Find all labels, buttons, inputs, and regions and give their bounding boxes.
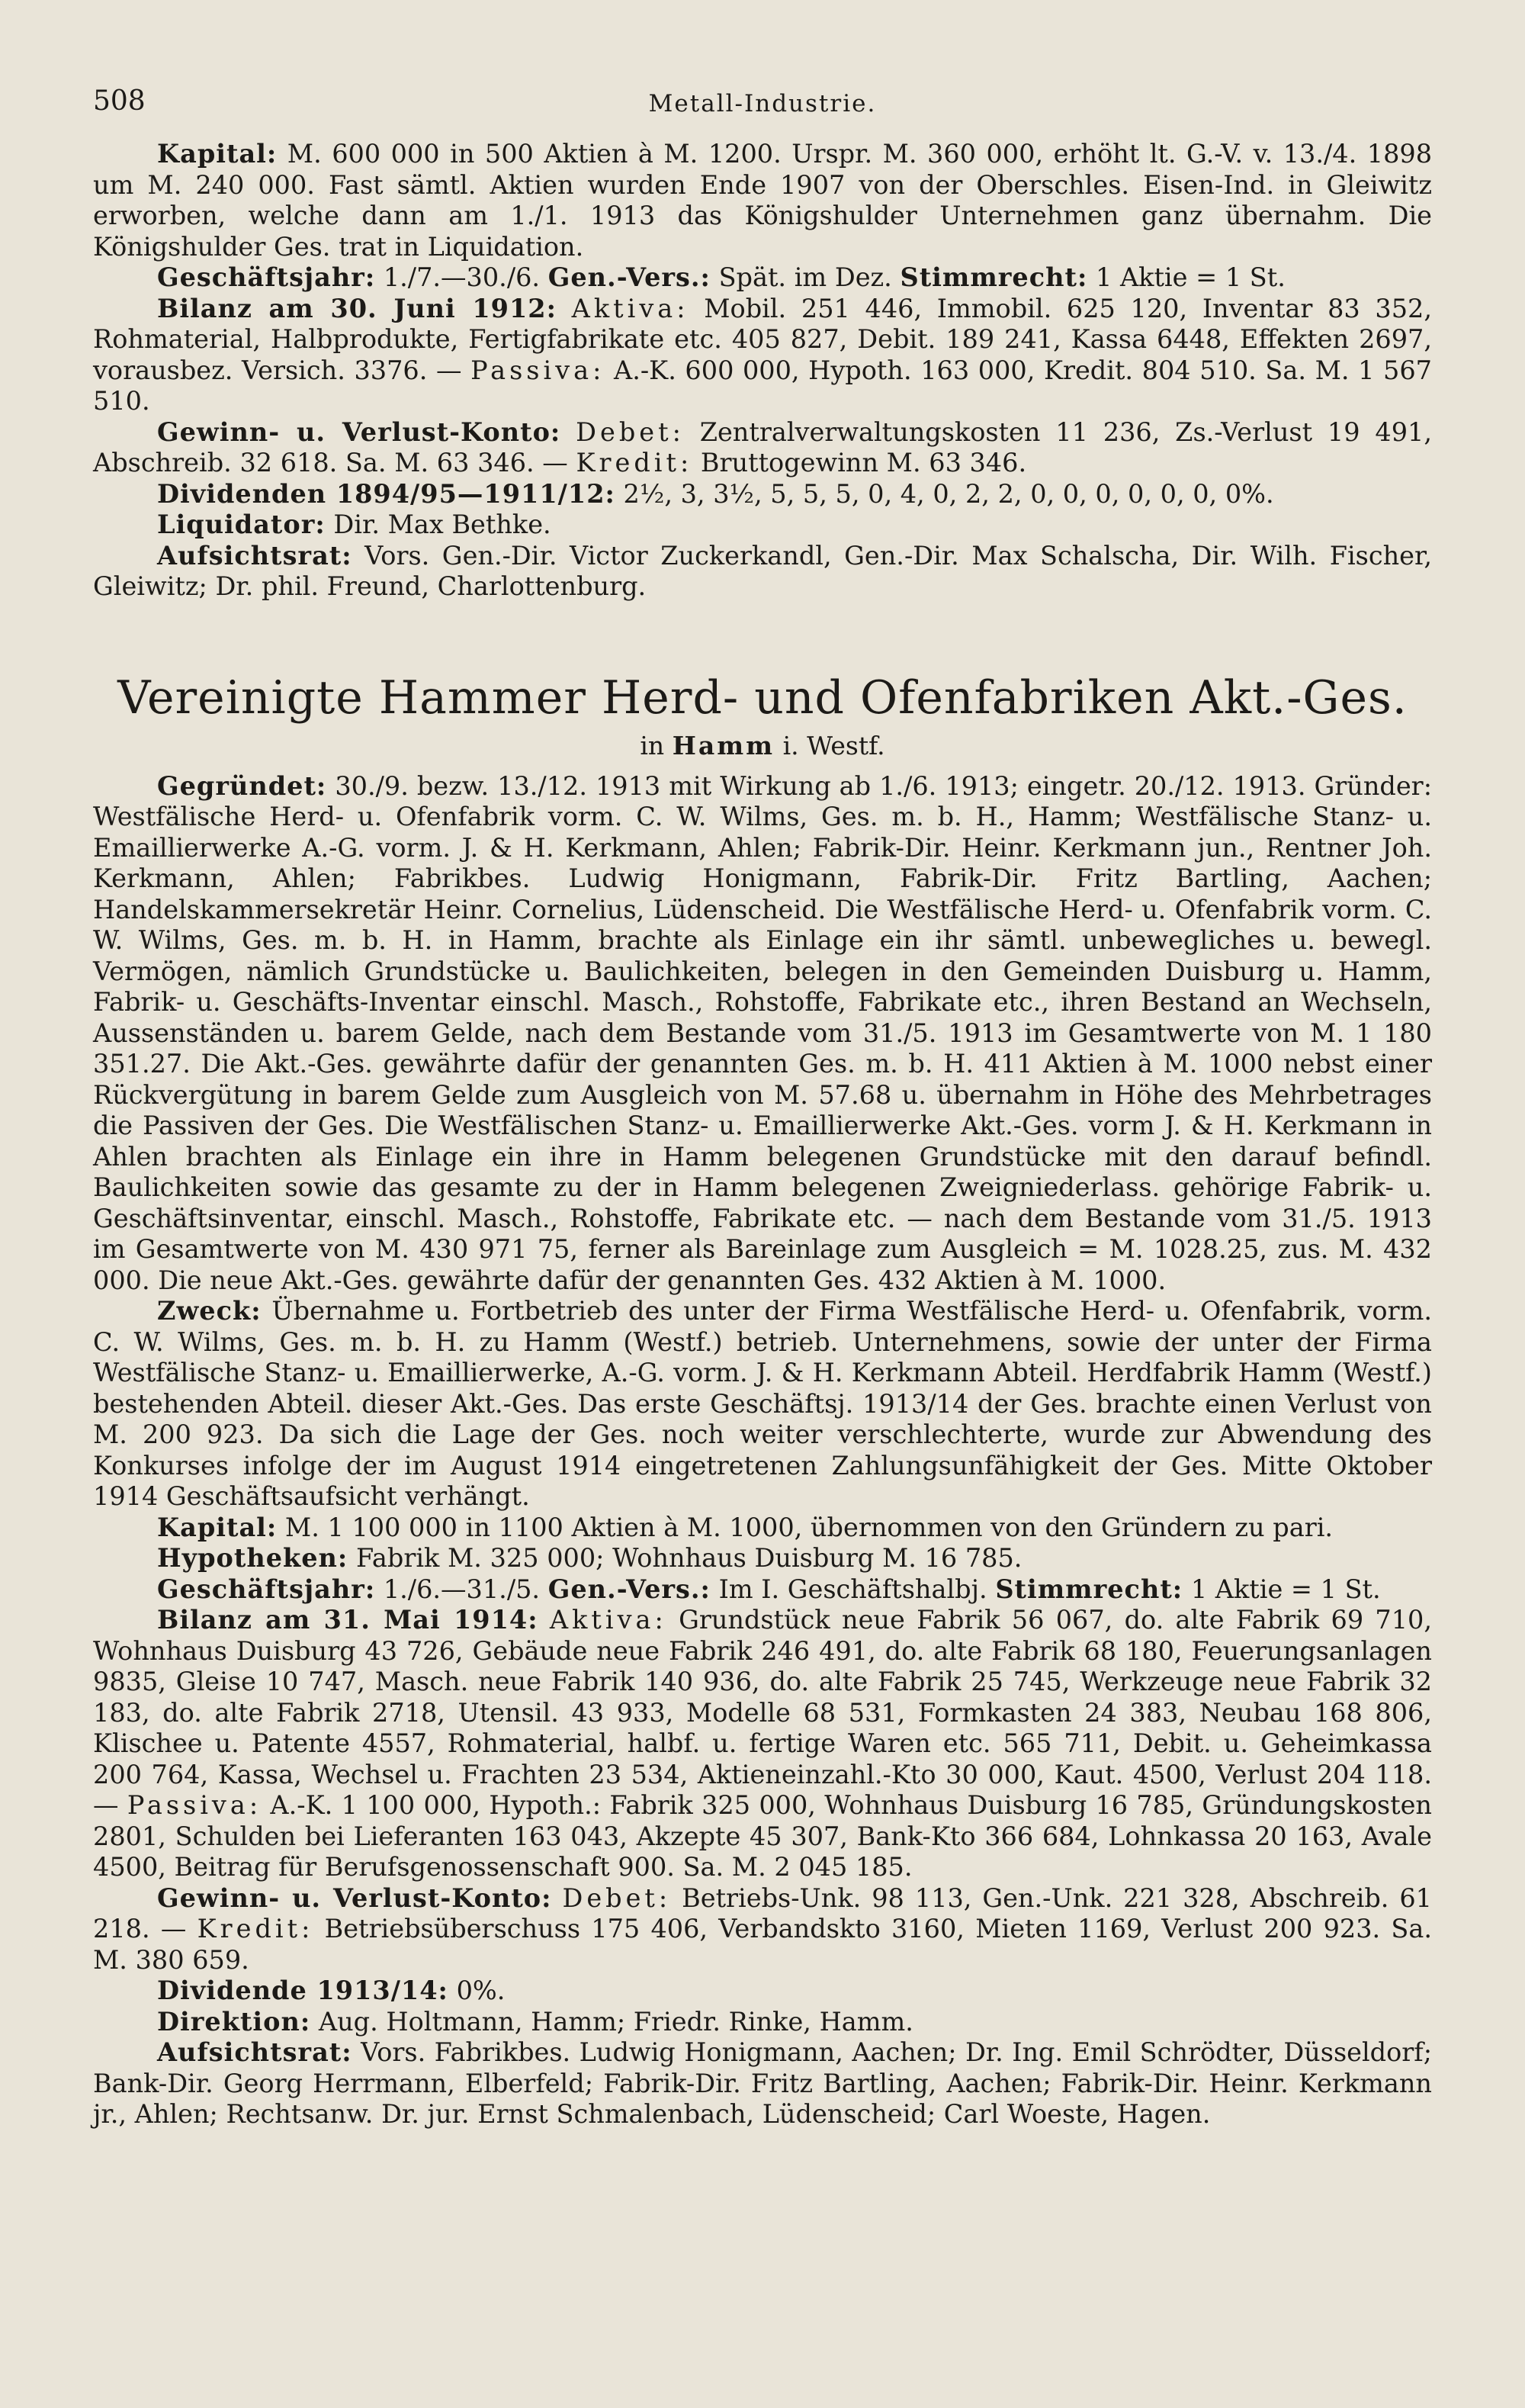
purpose-text: Übernahme u. Fortbetrieb des unter der Firma Westfälische Herd- u. Ofenfabrik, vorm. C. W. Wilms, Ges. m. b. H. zu Hamm (Westf.) betrieb. Unternehmens, sowie der unter der Firma Westfälische Stanz- u. Emaillierwerke, A.-G. vorm. J. & H. Kerkmann Abteil. Herdfabrik Hamm (Westf.) bestehenden Abteil. dieser Akt.-Ges. Das erste Geschäftsj. 1913/14 der Ges. brachte einen Verlust von M. 200 923. Da sich die Lage der Ges. noch weiter verschlechterte, wurde zur Abwendung des Konkurses infolge der im August 1914 eingetretenen Zahlungsunfähigkeit der Ges. Mitte Oktober 1914 Geschäftsaufsicht verhängt. <box>93 1296 1432 1511</box>
dividend-text: 0%. <box>456 1976 506 2005</box>
dividends-label: Dividenden 1894/95—1911/12: <box>157 478 615 509</box>
capital-paragraph <box>93 139 1432 262</box>
supervisory-board-text: Vors. Gen.-Dir. Victor Zuckerkandl, Gen.-Dir. Max Schalscha, Dir. Wilh. Fischer, Gleiwitz; Dr. phil. Freund, Charlottenburg. <box>93 540 1432 601</box>
mortgages-paragraph <box>93 1543 1432 1574</box>
company-location <box>93 731 1432 760</box>
general-meeting-label: Gen.-Vers.: <box>547 262 711 292</box>
location-city: Hamm <box>672 730 775 760</box>
general-meeting-text-2: Im I. Geschäftshalbj. <box>718 1574 987 1604</box>
management-text: Aug. Holtmann, Hamm; Friedr. Rinke, Hamm. <box>318 2006 913 2037</box>
credit-label-2: Kredit: <box>197 1914 314 1943</box>
debit-text: Zentralverwaltungskosten 11 236, Zs.-Verlust 19 491, Abschreib. 32 618. Sa. M. 63 346. — <box>93 416 1432 477</box>
dividends-text: 2½, 3, 3½, 5, 5, 5, 0, 4, 0, 2, 2, 0, 0, 0, 0, 0, 0, 0%. <box>623 478 1274 509</box>
fiscal-year-text-2: 1./6.—31./5. <box>383 1574 541 1604</box>
location-suffix: i. Westf. <box>782 730 885 760</box>
second-company-entry <box>93 771 1432 2130</box>
general-meeting-text: Spät. im Dez. <box>718 262 892 292</box>
page-number: 508 <box>93 85 146 117</box>
balance-paragraph-2 <box>93 1605 1432 1883</box>
profit-loss-paragraph-2 <box>93 1883 1432 1976</box>
purpose-paragraph <box>93 1296 1432 1513</box>
voting-right-label: Stimmrecht: <box>900 262 1088 292</box>
profit-loss-paragraph <box>93 417 1432 479</box>
company-title: Vereinigte Hammer Herd- und Ofenfabriken Akt.-Ges. <box>117 670 1408 725</box>
dividends-paragraph <box>93 479 1432 510</box>
credit-text: Bruttogewinn M. 63 346. <box>700 448 1027 477</box>
voting-right-text: 1 Aktie = 1 St. <box>1096 262 1286 292</box>
general-meeting-label-2: Gen.-Vers.: <box>547 1574 711 1604</box>
fiscal-year-label: Geschäftsjahr: <box>157 262 376 292</box>
liabilities-text-2: A.-K. 1 100 000, Hypoth.: Fabrik 325 000, Wohnhaus Duisburg 16 785, Gründungskosten 2801, Schulden bei Lieferanten 163 043, Akzepte 45 307, Bank-Kto 366 684, Lohnkassa 20 163, Avale 4500, Beitrag für Berufsgenossenschaft 900. Sa. M. 2 045 185. <box>93 1790 1432 1882</box>
voting-right-label-2: Stimmrecht: <box>995 1574 1183 1604</box>
running-head <box>93 85 1432 139</box>
liquidator-paragraph <box>93 510 1432 541</box>
founded-label: Gegründet: <box>157 770 327 801</box>
credit-label: Kredit: <box>576 448 693 477</box>
capital-paragraph-2 <box>93 1513 1432 1544</box>
supervisory-board-paragraph <box>93 541 1432 603</box>
balance-paragraph <box>93 294 1432 417</box>
debit-label-2: Debet: <box>562 1882 672 1913</box>
profit-loss-label-2: Gewinn- u. Verlust-Konto: <box>157 1882 552 1913</box>
balance-label: Bilanz am 30. Juni 1912: <box>157 293 557 323</box>
capital-label: Kapital: <box>157 139 278 169</box>
management-label: Direktion: <box>157 2006 311 2037</box>
liquidator-label: Liquidator: <box>157 510 326 539</box>
debit-label: Debet: <box>576 416 685 447</box>
management-paragraph <box>93 2007 1432 2038</box>
mortgages-text: Fabrik M. 325 000; Wohnhaus Duisburg M. 16 785. <box>355 1543 1023 1573</box>
first-company-entry <box>93 139 1432 603</box>
assets-label: Aktiva: <box>571 293 689 323</box>
liabilities-text: A.-K. 600 000, Hypoth. 163 000, Kredit. 804 510. Sa. M. 1 567 510. <box>93 355 1432 416</box>
supervisory-board-paragraph-2 <box>93 2037 1432 2130</box>
supervisory-board-label: Aufsichtsrat: <box>157 540 352 571</box>
dividend-label: Dividende 1913/14: <box>157 1976 448 2005</box>
fiscal-year-paragraph <box>93 262 1432 294</box>
supervisory-board-text-2: Vors. Fabrikbes. Ludwig Honigmann, Aachen; Dr. Ing. Emil Schrödter, Düsseldorf; Bank-Dir. Georg Herrmann, Elberfeld; Fabrik-Dir. Fritz Bartling, Aachen; Fabrik-Dir. Heinr. Kerkmann jr., Ahlen; Rechtsanw. Dr. jur. Ernst Schmalenbach, Lüdenscheid; Carl Woeste, Hagen. <box>93 2037 1432 2129</box>
voting-right-text-2: 1 Aktie = 1 St. <box>1190 1574 1381 1604</box>
balance-label-2: Bilanz am 31. Mai 1914: <box>157 1605 538 1635</box>
fiscal-year-paragraph-2 <box>93 1574 1432 1606</box>
running-title: Metall-Industrie. <box>648 90 877 117</box>
fiscal-year-text: 1./7.—30./6. <box>383 262 541 292</box>
liabilities-label-2: Passiva: <box>127 1790 262 1820</box>
assets-text-2: Grundstück neue Fabrik 56 067, do. alte Fabrik 69 710, Wohnhaus Duisburg 43 726, Gebäude neue Fabrik 246 491, do. alte Fabrik 68 180, Feuerungsanlagen 9835, Gleise 10 747, Masch. neue Fabrik 140 936, do. alte Fabrik 25 745, Werkzeuge neue Fabrik 32 183, do. alte Fabrik 2718, Utensil. 43 933, Modelle 68 531, Formkasten 24 383, Neubau 168 806, Klischee u. Patente 4557, Rohmaterial, halbf. u. fertige Waren etc. 565 711, Debit. u. Geheimkassa 200 764, Kassa, Wechsel u. Frachten 23 534, Aktieneinzahl.-Kto 30 000, Kaut. 4500, Verlust 204 118. — <box>93 1605 1433 1820</box>
liabilities-label: Passiva: <box>470 355 605 385</box>
supervisory-board-label-2: Aufsichtsrat: <box>157 2037 352 2067</box>
founded-paragraph <box>93 771 1432 1297</box>
credit-text-2: Betriebsüberschuss 175 406, Verbandskto 3160, Mieten 1169, Verlust 200 923. Sa. M. 380 659. <box>93 1914 1432 1975</box>
fiscal-year-label-2: Geschäftsjahr: <box>157 1574 376 1604</box>
liquidator-text: Dir. Max Bethke. <box>333 510 551 539</box>
location-prefix: in <box>640 730 665 760</box>
capital-text: M. 600 000 in 500 Aktien à M. 1200. Urspr. M. 360 000, erhöht lt. G.-V. v. 13./4. 1898 um M. 240 000. Fast sämtl. Aktien wurden Ende 1907 von der Oberschles. Eisen-Ind. in Gleiwitz erworben, welche dann am 1./1. 1913 das Königshulder Unternehmen ganz übernahm. Die Königshulder Ges. trat in Liquidation. <box>93 139 1433 262</box>
dividend-paragraph <box>93 1976 1432 2007</box>
capital-text-2: M. 1 100 000 in 1100 Aktien à M. 1000, übernommen von den Gründern zu pari. <box>284 1512 1334 1542</box>
assets-label-2: Aktiva: <box>549 1605 667 1635</box>
debit-text-2: Betriebs-Unk. 98 113, Gen.-Unk. 221 328, Abschreib. 61 218. — <box>93 1882 1432 1943</box>
founded-text: 30./9. bezw. 13./12. 1913 mit Wirkung ab 1./6. 1913; eingetr. 20./12. 1913. Gründer: Westfälische Herd- u. Ofenfabrik vorm. C. W. Wilms, Ges. m. b. H., Hamm; Westfälische Stanz- u. Emaillierwerke A.-G. vorm. J. & H. Kerkmann, Ahlen; Fabrik-Dir. Heinr. Kerkmann jun., Rentner Joh. Kerkmann, Ahlen; Fabrikbes. Ludwig Honigmann, Fabrik-Dir. Fritz Bartling, Aachen; Handelskammersekretär Heinr. Cornelius, Lüdenscheid. Die Westfälische Herd- u. Ofenfabrik vorm. C. W. Wilms, Ges. m. b. H. in Hamm, brachte als Einlage ein ihr sämtl. unbewegliches u. bewegl. Vermögen, nämlich Grundstücke u. Baulichkeiten, belegen in den Gemeinden Duisburg u. Hamm, Fabrik- u. Geschäfts-Inventar einschl. Masch., Rohstoffe, Fabrikate etc., ihren Bestand an Wechseln, Aussenständen u. barem Gelde, nach dem Bestande vom 31./5. 1913 im Gesamtwerte von M. 1 180 351.27. Die Akt.-Ges. gewährte dafür der genannten Ges. m. b. H. 411 Aktien à M. 1000 nebst einer Rückvergütung in barem Gelde zum Ausgleich von M. 57.68 u. übernahm in Höhe des Mehrbetrages die Passiven der Ges. Die Westfälischen Stanz- u. Emaillierwerke Akt.-Ges. vorm J. & H. Kerkmann in Ahlen brachten als Einlage ein ihre in Hamm belegenen Grundstücke mit den darauf befindl. Baulichkeiten sowie das gesamte zu der in Hamm belegenen Zweigniederlass. gehörige Fabrik- u. Geschäftsinventar, einschl. Masch., Rohstoffe, Fabrikate etc. — nach dem Bestande vom 31./5. 1913 im Gesamtwerte von M. 430 971 75, ferner als Bareinlage zum Ausgleich = M. 1028.25, zus. M. 432 000. Die neue Akt.-Ges. gewährte dafür der genannten Ges. 432 Aktien à M. 1000. <box>93 770 1432 1295</box>
profit-loss-label: Gewinn- u. Verlust-Konto: <box>157 416 561 447</box>
purpose-label: Zweck: <box>157 1296 262 1326</box>
capital-label-2: Kapital: <box>157 1512 278 1542</box>
mortgages-label: Hypotheken: <box>157 1543 348 1573</box>
assets-text: Mobil. 251 446, Immobil. 625 120, Inventar 83 352, Rohmaterial, Halbprodukte, Fertigfabrikate etc. 405 827, Debit. 189 241, Kassa 6448, Effekten 2697, vorausbez. Versich. 3376. — <box>93 293 1432 385</box>
